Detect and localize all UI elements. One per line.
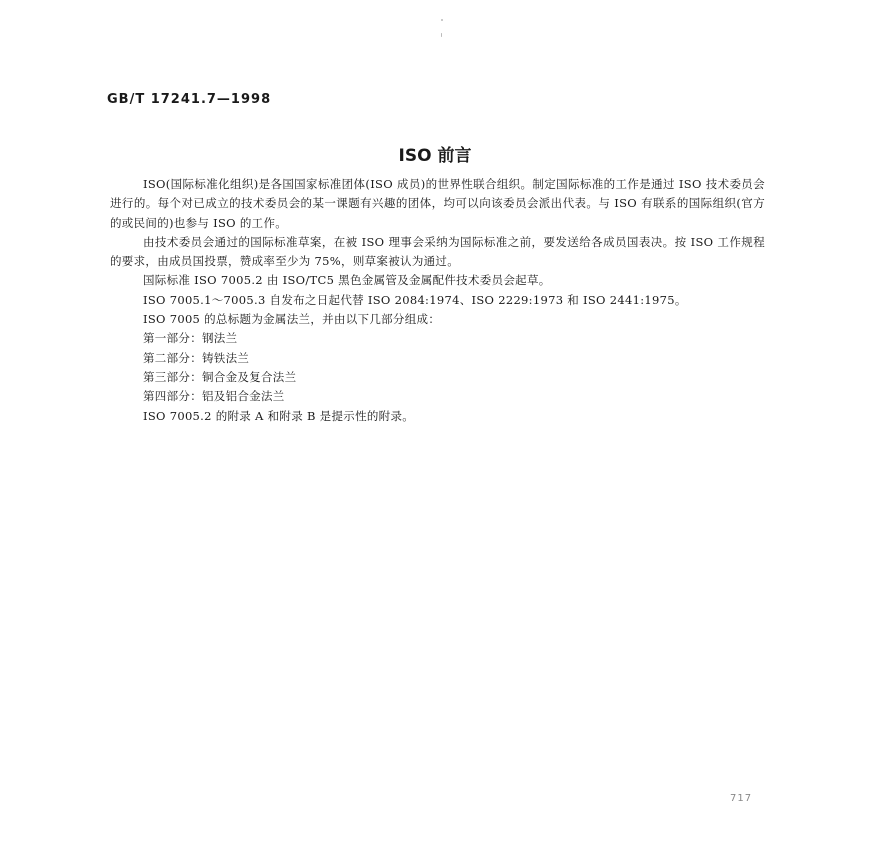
list-item-part-2: 第二部分：铸铁法兰: [143, 350, 250, 365]
page-title: ISO 前言: [398, 146, 472, 166]
paragraph-drafting: 国际标准 ISO 7005.2 由 ISO/TC5 黑色金属管及金属配件技术委员会起草。: [143, 273, 551, 288]
foreword-body: [110, 175, 765, 426]
paragraph-voting: 由技术委员会通过的国际标准草案，在被 ISO 理事会采纳为国际标准之前，要发送给各成员国表决。按 ISO 工作规程的要求，由成员国投票，赞成率至少为 75%，则草案被认为通过。: [110, 234, 765, 269]
scan-speck: [441, 33, 442, 37]
paragraph-general-title: ISO 7005 的总标题为金属法兰，并由以下几部分组成：: [143, 312, 441, 327]
list-item-part-3: 第三部分：铜合金及复合法兰: [143, 369, 297, 384]
paragraph-annex-note: ISO 7005.2 的附录 A 和附录 B 是提示性的附录。: [143, 408, 415, 423]
list-item-part-4: 第四部分：铝及铝合金法兰: [143, 389, 285, 404]
paragraph-intro: ISO(国际标准化组织)是各国国家标准团体(ISO 成员)的世界性联合组织。制定国际标准的工作是通过 ISO 技术委员会进行的。每个对已成立的技术委员会的某一课题有兴趣的团体，均可以向该委员会派出代表。与 ISO 有联系的国际组织(官方的或民间的)也参与 ISO 的工作。: [110, 177, 765, 230]
page-number: 717: [730, 793, 753, 804]
scan-speck: [441, 19, 443, 21]
standard-code: GB/T 17241.7—1998: [107, 92, 272, 107]
paragraph-replacement: ISO 7005.1～7005.3 自发布之日起代替 ISO 2084:1974、ISO 2229:1973 和 ISO 2441:1975。: [143, 292, 687, 307]
list-item-part-1: 第一部分：钢法兰: [143, 331, 238, 346]
